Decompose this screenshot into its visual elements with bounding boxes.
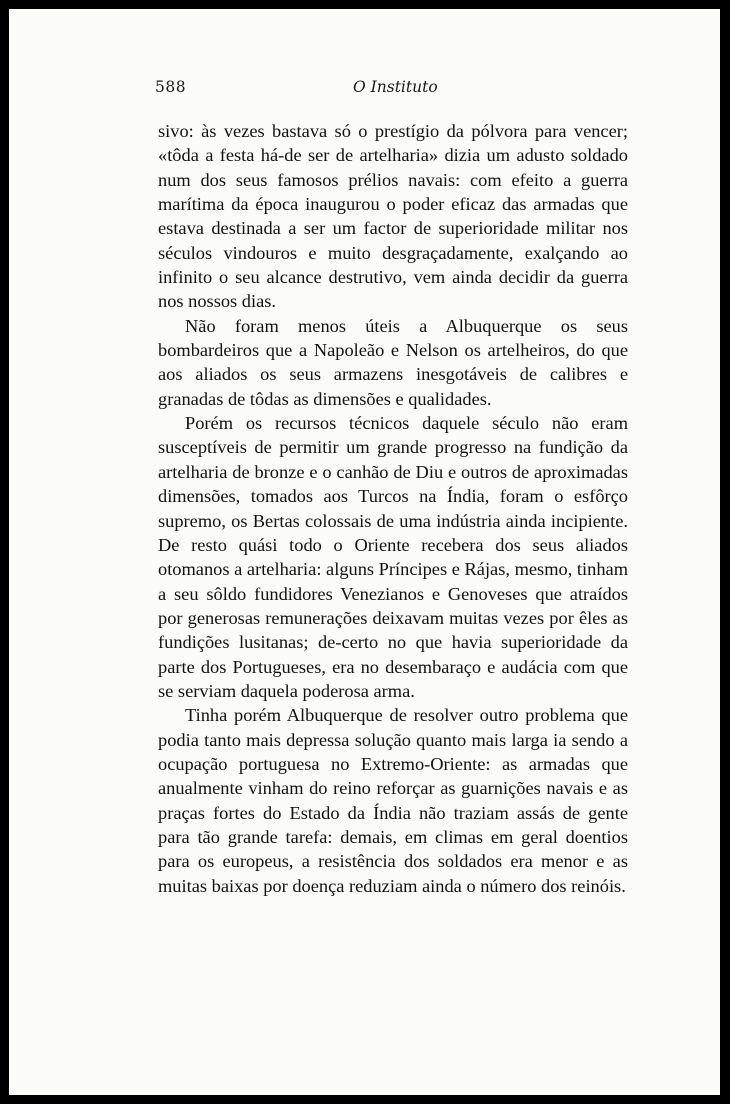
book-page <box>9 9 720 1095</box>
paragraph-2: Não foram menos úteis a Albuquerque os seus bombardeiros que a Napoleão e Nelson os artelheiros, do que aos aliados os seus armazens inesgotáveis de calibres e granadas de tôdas as dimensões e qualidades. <box>158 315 628 409</box>
paragraph-3: Porém os recursos técnicos daquele século não eram susceptíveis de permitir um grande progresso na fundição da artelharia de bronze e o canhão de Diu e outros de aproximadas dimensões, tomados aos Turcos na Índia, foram o esfôrço supremo, os Bertas colossais de uma indústria ainda incipiente. De resto quási todo o Oriente recebera dos seus aliados otomanos a artelharia: alguns Príncipes e Rájas, mesmo, tinham a seu sôldo fundidores Venezianos e Genoveses que atraídos por generosas remunerações deixavam muitas vezes por êles as fundições lusitanas; de-certo no que havia superioridade da parte dos Portugueses, era no desembaraço e audácia com que se serviam daquela poderosa arma. <box>158 413 628 701</box>
page-number: 588 <box>155 78 187 96</box>
page-header <box>155 78 635 102</box>
running-title: O Instituto <box>353 78 438 96</box>
body-text <box>158 119 628 898</box>
paragraph-4: Tinha porém Albuquerque de resolver outro problema que podia tanto mais depressa solução quanto mais larga ia sendo a ocupação portuguesa no Extremo-Oriente: as armadas que anualmente vinham do reino reforçar as guarnições navais e as praças fortes do Estado da Índia não traziam assás de gente para tão grande tarefa: demais, em climas em geral doentios para os europeus, a resistência dos soldados era menor e as muitas baixas por doença reduziam ainda o número dos reinóis. <box>158 705 628 896</box>
paragraph-1: sivo: às vezes bastava só o prestígio da pólvora para vencer; «tôda a festa há-de ser de artelharia» dizia um adusto soldado num dos seus famosos prélios navais: com efeito a guerra marítima da época inaugurou o poder eficaz das armadas que estava destinada a ser um factor de superioridade militar nos séculos vindouros e muito desgraçadamente, exalçando ao infinito o seu alcance destrutivo, vem ainda decidir da guerra nos nossos dias. <box>158 121 628 312</box>
